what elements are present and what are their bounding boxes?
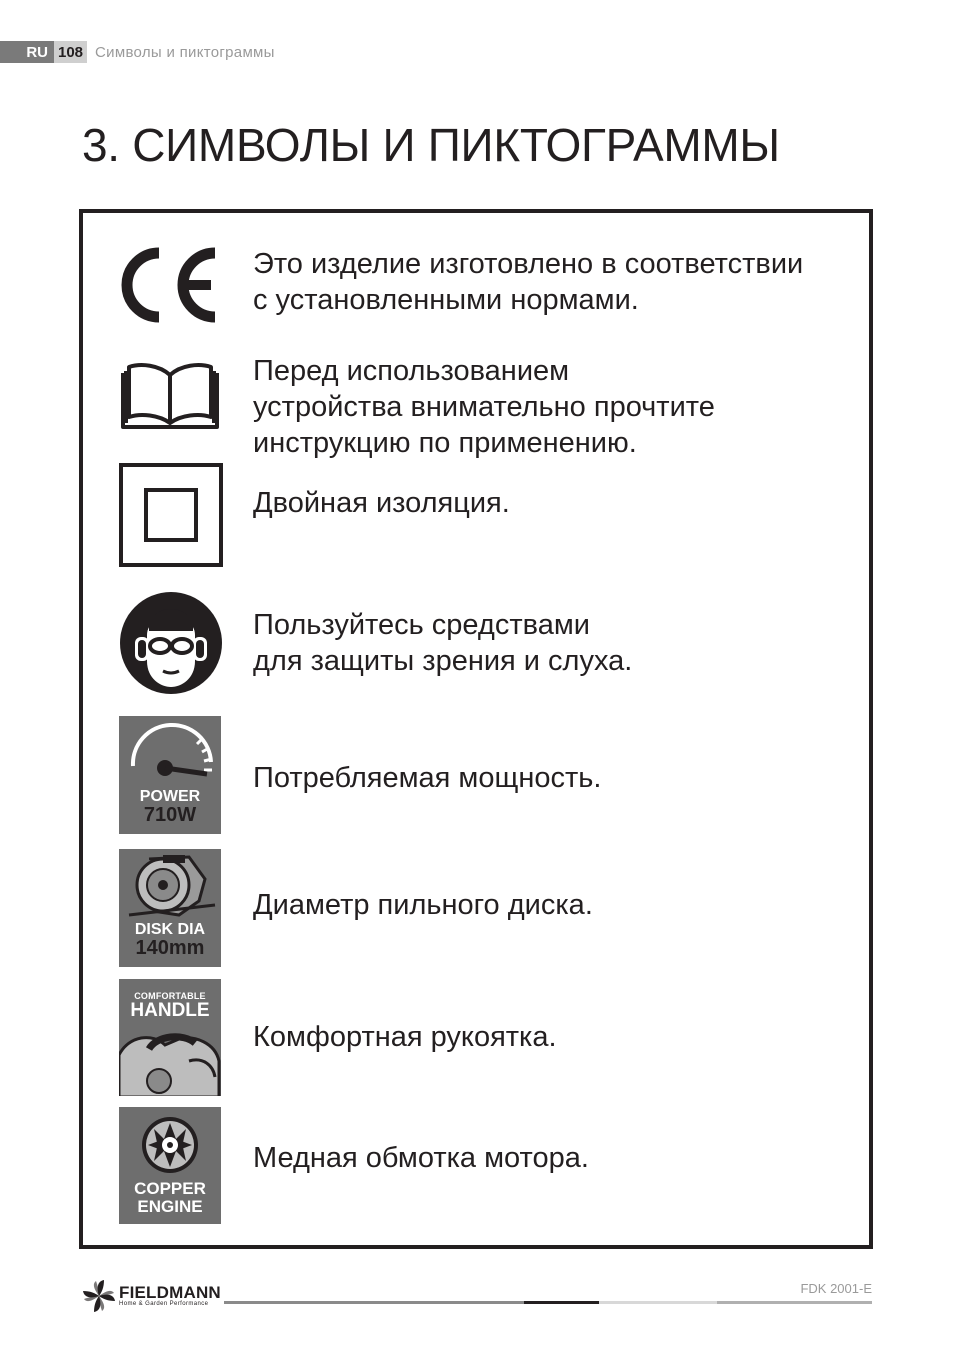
symbol-text-engine xyxy=(253,1140,589,1176)
model-number: FDK 2001-E xyxy=(800,1281,872,1296)
tile-label: POWER xyxy=(139,788,201,805)
page-number: 108 xyxy=(54,41,87,63)
brand-logo xyxy=(82,1279,221,1313)
footer-rule-gray xyxy=(224,1301,524,1304)
text-line: Комфортная рукоятка. xyxy=(253,1021,557,1053)
tile-label: COPPER xyxy=(134,1179,206,1198)
gauge-dial-icon xyxy=(119,716,221,788)
comfortable-handle-icon xyxy=(119,979,221,1096)
symbol-text-protection xyxy=(253,607,632,679)
brand-name: FIELDMANN xyxy=(119,1283,221,1302)
fieldmann-pinwheel-icon xyxy=(82,1279,116,1313)
symbol-text-power xyxy=(253,760,601,796)
text-line: Диаметр пильного диска. xyxy=(253,889,593,921)
symbol-text-disk xyxy=(253,887,593,923)
saw-disk-icon xyxy=(119,849,221,967)
text-line: Потребляемая мощность. xyxy=(253,762,602,794)
tile-label: ENGINE xyxy=(137,1197,203,1216)
manual-book-icon xyxy=(119,357,221,431)
power-gauge-icon xyxy=(119,716,221,834)
language-badge: RU xyxy=(0,41,54,63)
saw-handle-icon xyxy=(119,1025,221,1096)
symbol-text-insulation xyxy=(253,485,510,521)
eye-ear-protection-icon xyxy=(119,591,223,695)
page-header xyxy=(0,41,275,63)
tile-value: 140mm xyxy=(135,937,205,959)
footer-rule-dark xyxy=(524,1301,599,1304)
text-line: с установленными нормами. xyxy=(253,284,639,316)
text-line: устройства внимательно прочтите xyxy=(253,391,715,423)
text-line: Двойная изоляция. xyxy=(253,487,510,519)
text-line: инструкцию по применению. xyxy=(253,427,637,459)
running-section-title: Символы и пиктограммы xyxy=(95,43,275,61)
text-line: Пользуйтесь средствами xyxy=(253,609,590,641)
footer-rule-mid xyxy=(717,1301,872,1304)
text-line: Перед использованием xyxy=(253,355,570,387)
circular-saw-icon xyxy=(119,849,221,921)
text-line: для защиты зрения и слуха. xyxy=(253,645,633,677)
symbol-text-handle xyxy=(253,1019,557,1055)
symbol-text-manual xyxy=(253,353,715,461)
double-insulation-icon xyxy=(119,463,223,567)
copper-engine-icon xyxy=(119,1107,221,1224)
tile-label: DISK DIA xyxy=(134,921,206,938)
motor-winding-icon xyxy=(119,1107,221,1179)
brand-tagline: Home & Garden Performance xyxy=(119,1301,209,1307)
footer-rule-light xyxy=(599,1301,717,1304)
text-line: Это изделие изготовлено в соответствии xyxy=(253,248,804,280)
symbols-box xyxy=(79,209,873,1249)
tile-value: 710W xyxy=(143,804,197,826)
tile-label-small: COMFORTABLE xyxy=(134,991,206,1001)
tile-label: HANDLE xyxy=(130,1000,210,1021)
page-title: 3. СИМВОЛЫ И ПИКТОГРАММЫ xyxy=(82,119,780,171)
text-line: Медная обмотка мотора. xyxy=(253,1142,589,1174)
